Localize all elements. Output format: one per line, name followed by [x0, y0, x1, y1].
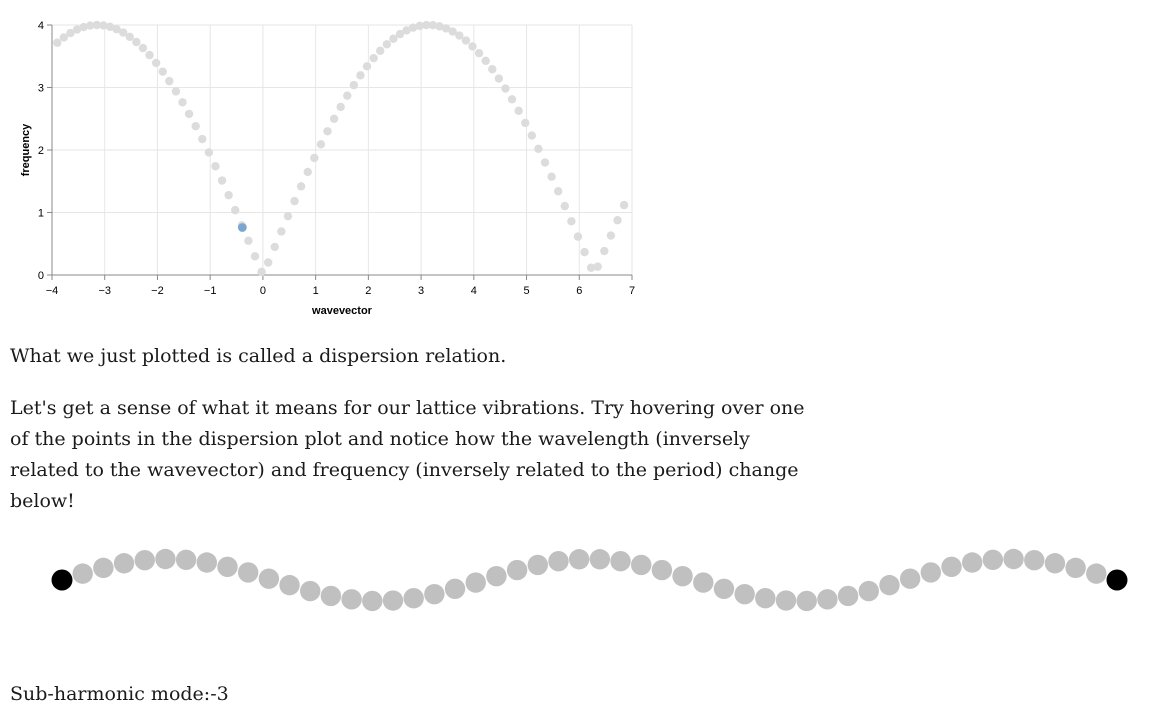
lattice-atom [445, 579, 465, 599]
lattice-atom [259, 569, 279, 589]
lattice-atom [341, 589, 361, 609]
y-tick-label: 1 [37, 207, 44, 220]
lattice-atom [879, 575, 899, 595]
dispersion-point[interactable] [251, 252, 259, 260]
dispersion-point[interactable] [271, 243, 279, 251]
dispersion-point[interactable] [554, 187, 562, 195]
lattice-atom [93, 558, 113, 578]
x-tick-label: 1 [312, 285, 319, 297]
lattice-atom [672, 566, 692, 586]
lattice-atom [755, 588, 775, 608]
lattice-atom [734, 584, 754, 604]
dispersion-point[interactable] [264, 258, 272, 266]
dispersion-point[interactable] [53, 39, 61, 47]
dispersion-point[interactable] [304, 168, 312, 176]
lattice-atom [776, 590, 796, 610]
lattice-atom [217, 557, 237, 577]
dispersion-point[interactable] [330, 115, 338, 123]
lattice-atom [114, 553, 134, 573]
y-tick-label: 0 [37, 270, 44, 282]
dispersion-point[interactable] [475, 49, 483, 57]
lattice-atom [176, 550, 196, 570]
dispersion-point[interactable] [336, 103, 344, 111]
lattice-atom [714, 579, 734, 599]
lattice-atom [72, 563, 92, 583]
hover-instructions-text: Let's get a sense of what it means for our lattice vibrations. Try hovering over one of the points in the dispersion plot and notice how the wavelength (inversely related to the wavevector) and frequency (inversely related to the period) change below! [10, 397, 805, 512]
x-tick-label: 4 [470, 285, 477, 297]
dispersion-point[interactable] [508, 95, 516, 103]
dispersion-point[interactable] [501, 84, 509, 92]
lattice-atom [921, 562, 941, 582]
dispersion-point[interactable] [152, 59, 160, 67]
dispersion-point[interactable] [257, 268, 265, 276]
dispersion-point[interactable] [205, 148, 213, 156]
dispersion-point[interactable] [521, 119, 529, 127]
lattice-atom [135, 550, 155, 570]
lattice-atom [900, 569, 920, 589]
dispersion-point[interactable] [528, 131, 536, 139]
lattice-atom [362, 591, 382, 611]
lattice-atom [797, 591, 817, 611]
dispersion-point[interactable] [481, 57, 489, 65]
dispersion-point[interactable] [350, 81, 358, 89]
dispersion-point[interactable] [284, 212, 292, 220]
dispersion-point[interactable] [567, 217, 575, 225]
dispersion-point[interactable] [363, 62, 371, 70]
dispersion-point[interactable] [310, 154, 318, 162]
dispersion-point[interactable] [290, 197, 298, 205]
lattice-fixed-end [52, 570, 73, 591]
lattice-atom [1003, 549, 1023, 569]
dispersion-intro-text: What we just plotted is called a dispersion relation. [10, 345, 507, 367]
lattice-atom [941, 557, 961, 577]
lattice-atom [197, 552, 217, 572]
lattice-atom [610, 551, 630, 571]
dispersion-point[interactable] [356, 71, 364, 79]
lattice-atom [238, 562, 258, 582]
dispersion-point[interactable] [594, 262, 602, 270]
x-tick-label: −2 [151, 285, 164, 297]
x-tick-label: −1 [203, 285, 217, 297]
lattice-atom [983, 550, 1003, 570]
x-tick-label: 6 [576, 285, 583, 297]
mode-label: Sub-harmonic mode: [10, 683, 211, 705]
lattice-atom [300, 581, 320, 601]
lattice-atom [590, 549, 610, 569]
lattice-atom [466, 572, 486, 592]
dispersion-point[interactable] [165, 77, 173, 85]
dispersion-point[interactable] [277, 227, 285, 235]
dispersion-point[interactable] [323, 127, 331, 135]
dispersion-point[interactable] [613, 216, 621, 224]
dispersion-point[interactable] [462, 36, 470, 44]
lattice-atom [859, 581, 879, 601]
lattice-visualization [0, 530, 1153, 630]
dispersion-point[interactable] [468, 42, 476, 50]
lattice-atom [155, 549, 175, 569]
dispersion-point[interactable] [343, 91, 351, 99]
x-tick-label: 0 [259, 285, 266, 297]
lattice-atom [1065, 558, 1085, 578]
dispersion-point[interactable] [534, 145, 542, 153]
dispersion-point[interactable] [198, 135, 206, 143]
dispersion-chart [0, 0, 660, 330]
lattice-atom [486, 566, 506, 586]
highlighted-point[interactable] [238, 223, 247, 232]
dispersion-point[interactable] [580, 248, 588, 256]
lattice-atom [652, 560, 672, 580]
x-tick-label: 2 [365, 285, 372, 297]
dispersion-point[interactable] [514, 107, 522, 115]
y-tick-label: 2 [37, 145, 44, 157]
lattice-atom [569, 549, 589, 569]
dispersion-point[interactable] [172, 87, 180, 95]
dispersion-point[interactable] [574, 232, 582, 240]
lattice-atom [548, 551, 568, 571]
dispersion-point[interactable] [191, 122, 199, 130]
lattice-fixed-end [1107, 570, 1128, 591]
dispersion-point[interactable] [620, 201, 628, 209]
dispersion-point[interactable] [297, 182, 305, 190]
dispersion-point[interactable] [495, 74, 503, 82]
y-axis-title: frequency [20, 123, 32, 177]
lattice-atom [528, 555, 548, 575]
dispersion-point[interactable] [541, 158, 549, 166]
lattice-atom [631, 555, 651, 575]
lattice-atom [279, 575, 299, 595]
lattice-atom [817, 589, 837, 609]
dispersion-point[interactable] [547, 173, 555, 181]
lattice-atom [1045, 553, 1065, 573]
dispersion-point[interactable] [218, 176, 226, 184]
x-axis-title: wavevector [312, 305, 372, 317]
x-tick-label: −3 [98, 285, 112, 297]
x-tick-label: 3 [418, 285, 425, 297]
lattice-atom [693, 572, 713, 592]
dispersion-point[interactable] [383, 40, 391, 48]
x-tick-label: 5 [523, 285, 530, 297]
dispersion-point[interactable] [244, 237, 252, 245]
lattice-atom [1024, 550, 1044, 570]
lattice-atom [321, 586, 341, 606]
chart-grid [52, 25, 632, 275]
dispersion-point[interactable] [145, 51, 153, 59]
lattice-atom [838, 586, 858, 606]
dispersion-point[interactable] [178, 98, 186, 106]
lattice-atom [1086, 563, 1106, 583]
chart-points[interactable] [53, 21, 628, 276]
dispersion-point[interactable] [561, 202, 569, 210]
mode-value: -3 [210, 683, 229, 705]
lattice-atom [403, 588, 423, 608]
dispersion-point[interactable] [488, 65, 496, 73]
dispersion-point[interactable] [159, 67, 167, 75]
dispersion-point[interactable] [132, 38, 140, 46]
lattice-atom [962, 552, 982, 572]
dispersion-point[interactable] [185, 110, 193, 118]
dispersion-point[interactable] [376, 47, 384, 55]
x-tick-label: 7 [628, 285, 636, 297]
dispersion-point[interactable] [224, 191, 232, 199]
dispersion-point[interactable] [231, 206, 239, 214]
lattice-atom [507, 560, 527, 580]
dispersion-point[interactable] [317, 140, 325, 148]
x-tick-label: −4 [45, 285, 59, 297]
dispersion-point[interactable] [607, 231, 615, 239]
mode-readout [10, 683, 229, 705]
lattice-atom [383, 590, 403, 610]
dispersion-point[interactable] [600, 247, 608, 255]
dispersion-point[interactable] [126, 33, 134, 41]
y-tick-label: 4 [37, 20, 44, 32]
y-tick-label: 3 [37, 82, 44, 95]
dispersion-point[interactable] [369, 54, 377, 62]
dispersion-point[interactable] [139, 44, 147, 52]
lattice-atom [424, 584, 444, 604]
dispersion-point[interactable] [211, 162, 219, 170]
